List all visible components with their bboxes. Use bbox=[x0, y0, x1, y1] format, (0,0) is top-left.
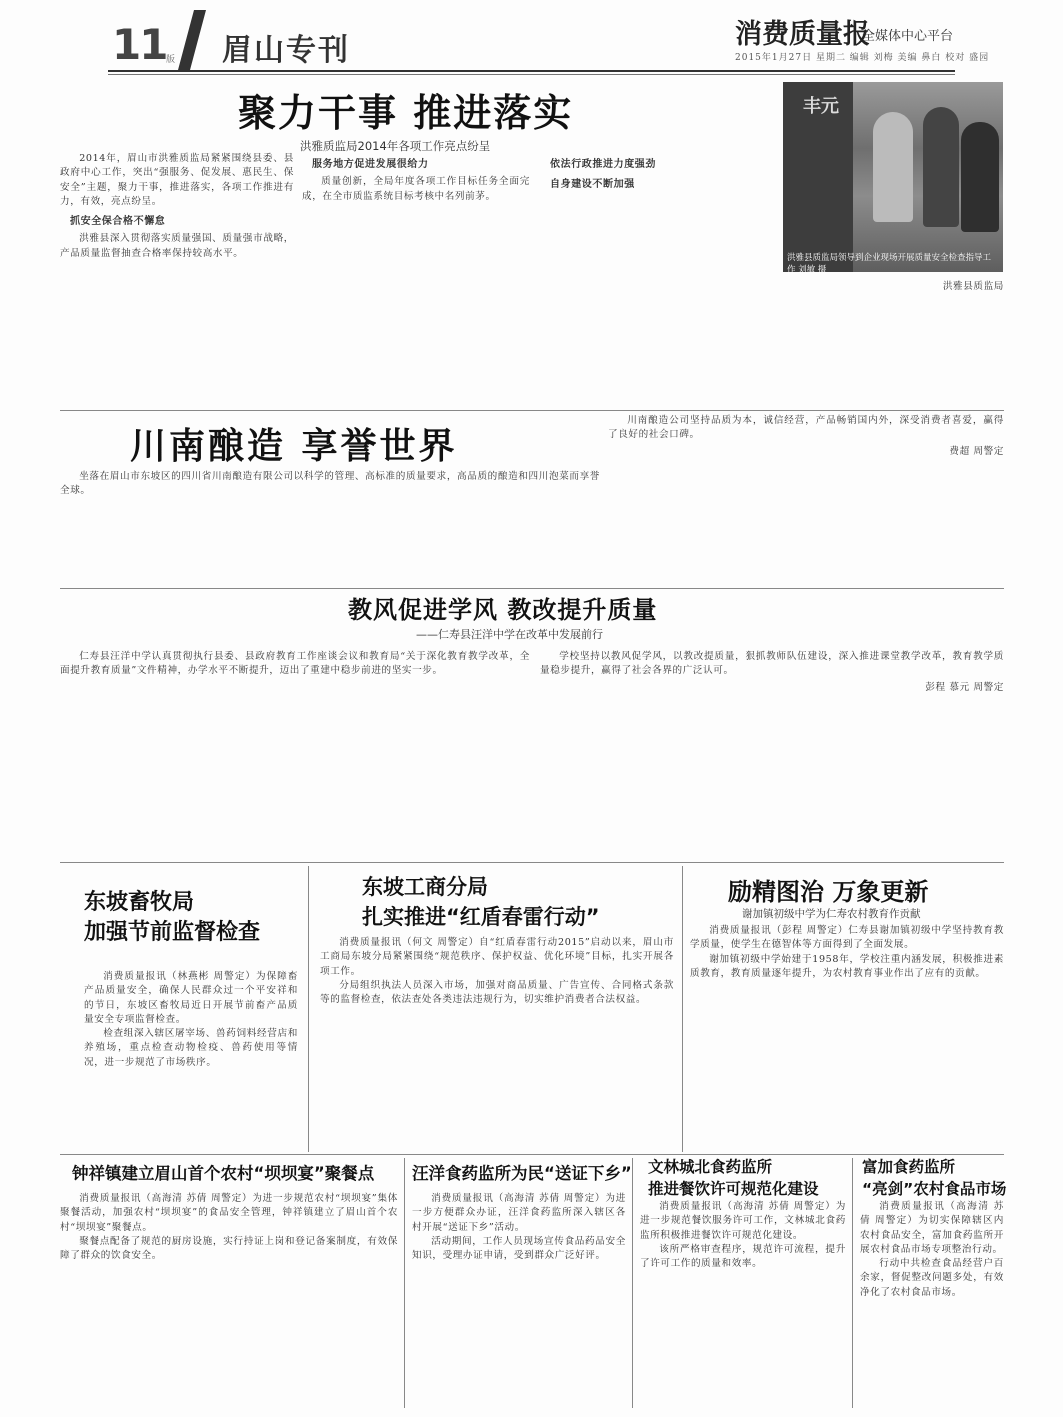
photo-sign-text: 丰元 bbox=[803, 96, 839, 117]
article2-title: 川南酿造 享誉世界 bbox=[130, 426, 458, 467]
article2-paragraph: 川南酿造公司坚持品质为本，诚信经营，产品畅销国内外，深受消费者喜爱，赢得了良好的社会口碑。 bbox=[608, 415, 1004, 441]
article1-section-heading: 抓安全保合格不懈怠 bbox=[70, 216, 166, 228]
header-rule bbox=[108, 70, 955, 72]
article1-title: 聚力干事 推进落实 bbox=[238, 91, 574, 135]
divider-vertical bbox=[682, 866, 683, 1152]
article4-title-line2: 加强节前监督检查 bbox=[84, 920, 261, 945]
article9-paragraph: 该所严格审查程序，规范许可流程，提升了许可工作的质量和效率。 bbox=[640, 1243, 846, 1270]
article4-title-line1: 东坡畜牧局 bbox=[84, 890, 195, 915]
article5-body bbox=[320, 936, 674, 1148]
article7-body bbox=[60, 1192, 398, 1404]
article1-paragraph: 洪雅县深入贯彻落实质量强国、质量强市战略，产品质量监督抽查合格率保持较高水平。 bbox=[60, 233, 294, 259]
article1-column-3 bbox=[540, 152, 776, 402]
article5-paragraph: 分局组织执法人员深入市场，加强对商品质量、广告宣传、合同格式条款等的监督检查，依法查处各类违法违规行为，切实维护消费者合法权益。 bbox=[320, 979, 674, 1006]
article10-title-line1: 富加食药监所 bbox=[862, 1158, 956, 1176]
date-line: 2015年1月27日 星期二 编辑 刘梅 美编 鼻白 校对 盛园 bbox=[735, 53, 990, 63]
divider-vertical bbox=[852, 1158, 853, 1408]
platform-label: 全媒体中心平台 bbox=[862, 29, 954, 44]
article9-title-line1: 文林城北食药监所 bbox=[648, 1158, 773, 1176]
article3-paragraph: 学校坚持以教风促学风，以教改提质量，狠抓教师队伍建设，深入推进课堂教学改革，教育教学质量稳步提升，赢得了社会各界的广泛认可。 bbox=[540, 651, 1004, 677]
header-rule-thin bbox=[108, 74, 955, 75]
article5-paragraph: 消费质量报讯（何文 周警定）自“红盾春雷行动2015”启动以来，眉山市工商局东坡分局紧紧围绕“规范秩序、保护权益、优化环境”目标，扎实开展各项工作。 bbox=[320, 937, 674, 977]
article3-columns-left bbox=[60, 650, 530, 850]
article1-paragraph: 质量创新，全局年度各项工作目标任务全面完成，在全市质监系统目标考核中名列前茅。 bbox=[302, 176, 530, 202]
divider-vertical bbox=[308, 866, 309, 1152]
article8-body bbox=[412, 1192, 626, 1404]
header-slash-decoration bbox=[178, 10, 206, 70]
article9-body bbox=[640, 1200, 846, 1404]
article10-paragraph: 行动中共检查食品经营户百余家，督促整改问题多处，有效净化了农村食品市场。 bbox=[860, 1258, 1004, 1298]
article8-paragraph: 活动期间，工作人员现场宣传食品药品安全知识，受理办证申请，受到群众广泛好评。 bbox=[412, 1235, 626, 1262]
article7-paragraph: 消费质量报讯（高海清 苏倩 周警定）为进一步规范农村“坝坝宴”集体聚餐活动，加强农村“坝坝宴”的食品安全管理，钟祥镇建立了眉山首个农村“坝坝宴”聚餐点。 bbox=[60, 1193, 398, 1233]
article8-title: 汪洋食药监所为民“送证下乡” bbox=[412, 1164, 632, 1183]
article2-columns-right bbox=[608, 414, 1004, 582]
divider bbox=[60, 862, 1004, 863]
article1-subtitle: 洪雅质监局2014年各项工作亮点纷呈 bbox=[300, 139, 491, 153]
article2-columns bbox=[60, 470, 600, 582]
article4-paragraph: 检查组深入辖区屠宰场、兽药饲料经营店和养殖场，重点检查动物检疫、兽药使用等情况，进一步规范了市场秩序。 bbox=[84, 1028, 298, 1068]
divider bbox=[60, 1154, 1004, 1155]
article5-title-line2: 扎实推进“红盾春雷行动” bbox=[362, 905, 600, 929]
article10-title-line2: “亮剑”农村食品市场 bbox=[862, 1180, 1007, 1198]
section-title: 眉山专刊 bbox=[222, 33, 350, 68]
article6-subtitle: 谢加镇初级中学为仁寿农村教育作贡献 bbox=[742, 908, 921, 920]
article3-paragraph: 仁寿县汪洋中学认真贯彻执行县委、县政府教育工作座谈会议和教育局“关于深化教育教学改革，全面提升教育质量”文件精神，办学水平不断提升，迈出了重建中稳步前进的坚实一步。 bbox=[60, 651, 530, 677]
article7-title: 钟祥镇建立眉山首个农村“坝坝宴”聚餐点 bbox=[72, 1164, 375, 1183]
article1-photo-caption: 洪雅县质监局领导到企业现场开展质量安全检查指导工作 刘敏 摄 bbox=[787, 253, 992, 275]
article8-paragraph: 消费质量报讯（高海清 苏倩 周警定）为进一步方便群众办证，汪洋食药监所深入辖区各村开展“送证下乡”活动。 bbox=[412, 1193, 626, 1233]
article4-paragraph: 消费质量报讯（林燕彬 周警定）为保障畜产品质量安全，确保人民群众过一个平安祥和的节日，东坡区畜牧局近日开展节前畜产品质量安全专项监督检查。 bbox=[84, 971, 298, 1025]
article6-paragraph: 谢加镇初级中学始建于1958年，学校注重内涵发展，积极推进素质教育，教育质量逐年提升，为农村教育事业作出了应有的贡献。 bbox=[690, 953, 1004, 979]
newspaper-name: 消费质量报 bbox=[735, 19, 870, 50]
article1-column-1 bbox=[60, 152, 294, 402]
article9-paragraph: 消费质量报讯（高海清 苏倩 周警定）为进一步规范餐饮服务许可工作，文林城北食药监所积极推进餐饮许可规范化建设。 bbox=[640, 1201, 846, 1241]
article10-body bbox=[860, 1200, 1004, 1404]
article10-paragraph: 消费质量报讯（高海清 苏倩 周警定）为切实保障辖区内农村食品安全，富加食药监所开展农村食品市场专项整治行动。 bbox=[860, 1201, 1004, 1255]
article4-title bbox=[84, 888, 260, 948]
article1-column-2 bbox=[302, 152, 530, 402]
divider bbox=[60, 588, 1004, 589]
article9-title-line2: 推进餐饮许可规范化建设 bbox=[648, 1180, 819, 1198]
divider-vertical bbox=[632, 1158, 633, 1408]
article3-title: 教风促进学风 教改提升质量 bbox=[348, 596, 658, 624]
article2-byline: 费超 周警定 bbox=[949, 445, 1004, 457]
article1-photo bbox=[783, 82, 1003, 272]
divider-vertical bbox=[404, 1158, 405, 1408]
page-number: 11 bbox=[112, 20, 167, 69]
article6-body bbox=[690, 924, 1004, 1148]
article1-byline: 洪雅县质监局 bbox=[942, 281, 1004, 292]
article1-section-heading: 服务地方促进发展很给力 bbox=[312, 159, 429, 170]
divider bbox=[60, 410, 1004, 411]
article3-byline: 彭程 慕元 周警定 bbox=[925, 681, 1004, 693]
article7-paragraph: 聚餐点配备了规范的厨房设施，实行持证上岗和登记备案制度，有效保障了群众的饮食安全。 bbox=[60, 1235, 398, 1262]
article4-body bbox=[84, 970, 298, 1150]
article6-title: 励精图治 万象更新 bbox=[728, 878, 929, 906]
article3-columns-right bbox=[540, 650, 1004, 850]
article10-title bbox=[862, 1156, 1006, 1200]
article5-title-line1: 东坡工商分局 bbox=[362, 875, 488, 899]
article6-paragraph: 消费质量报讯（彭程 周警定）仁寿县谢加镇初级中学坚持教育教学质量，使学生在德智体等方面得到了全面发展。 bbox=[690, 925, 1004, 951]
article5-title bbox=[362, 872, 600, 932]
page-number-suffix: 版 bbox=[166, 55, 176, 65]
article1-column-4 bbox=[786, 278, 1004, 398]
article3-subtitle: ——仁寿县汪洋中学在改革中发展前行 bbox=[416, 628, 603, 641]
article2-paragraph: 坐落在眉山市东坡区的四川省川南酿造有限公司以科学的管理、高标准的质量要求，高品质的酿造和四川泡菜而享誉全球。 bbox=[60, 471, 600, 497]
article1-paragraph: 2014年，眉山市洪雅质监局紧紧围绕县委、县政府中心工作，突出“强服务、促发展、惠民生、保安全”主题，聚力干事，推进落实，各项工作推进有力，有效，亮点纷呈。 bbox=[60, 153, 294, 207]
article9-title bbox=[648, 1156, 819, 1200]
article1-section-heading: 依法行政推进力度强劲 bbox=[550, 159, 656, 170]
article1-section-heading: 自身建设不断加强 bbox=[550, 179, 635, 191]
